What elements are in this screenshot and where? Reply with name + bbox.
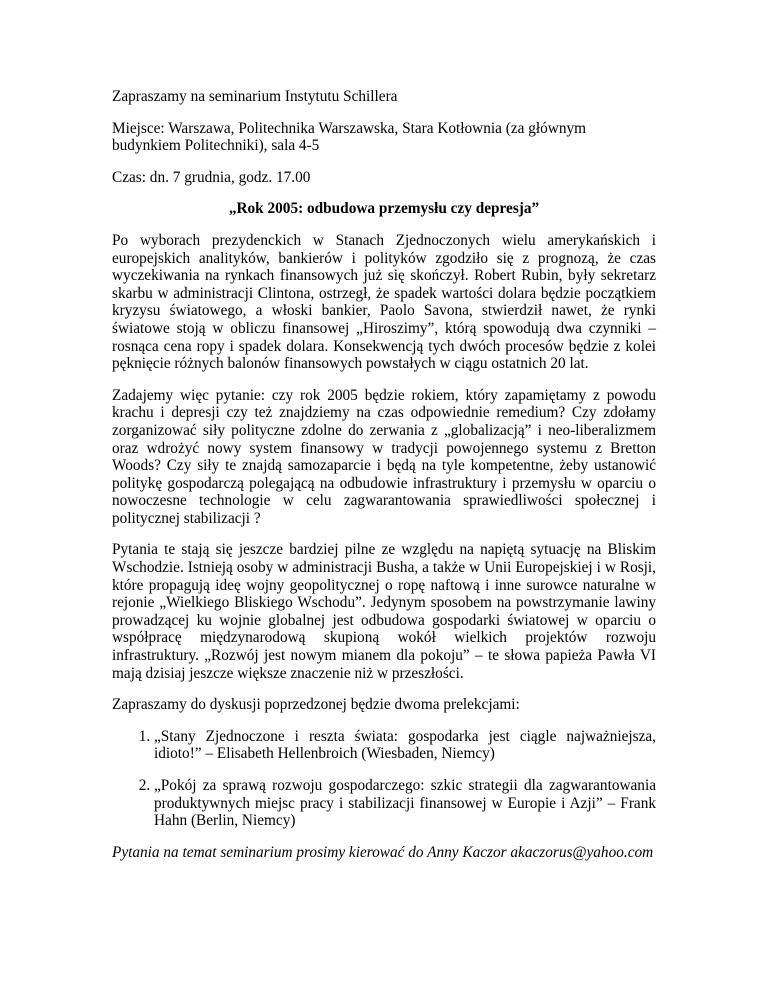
discussion-intro: Zapraszamy do dyskusji poprzedzonej będzie dwoma prelekcjami: <box>112 696 520 714</box>
body-paragraph-2: Zadajemy więc pytanie: czy rok 2005 będzie rokiem, który zapamiętamy z powodu krachu i depresji czy też znajdziemy na czas odpowiednie remedium? Czy zdołamy zorganizować siły polityczne zdolne do zerwania z „globalizacją” i neo-liberalizmem oraz wdrożyć nowy system finansowy w tradycji powojennego systemu z Bretton Woods? Czy siły te znajdą samozaparcie i będą na tyle kompetentne, żeby ustanowić politykę gospodarczą polegającą na odbudowie infrastruktury i przemysłu w oparciu o nowoczesne technologie w celu zagwarantowania sprawiedliwości społecznej i politycznej stabilizacji ? <box>112 386 656 527</box>
place-line: Miejsce: Warszawa, Politechnika Warszawska, Stara Kotłownia (za głównym budynkiem Politechniki), sala 4-5 <box>112 119 587 155</box>
body-paragraph-1: Po wyborach prezydenckich w Stanach Zjednoczonych wielu amerykańskich i europejskich analityków, bankierów i polityków zgodziło się z prognozą, że czas wyczekiwania na rynkach finansowych już się skończył. Robert Rubin, były sekretarz skarbu w administracji Clintona, ostrzegł, że spadek wartości dolara będzie początkiem kryzysu światowego, a włoski bankier, Paolo Savona, stwierdził nawet, że rynki światowe stoją w obliczu finansowej „Hiroszimy”, którą spowodują dwa czynniki – rosnąca cena ropy i spadek dolara. Konsekwencją tych dwóch procesów będzie z kolei pęknięcie różnych balonów finansowych powstałych w ciągu ostatnich 20 lat. <box>112 231 656 373</box>
lecture-item-1: 1. „Stany Zjednoczone i reszta świata: gospodarka jest ciągle najważniejsza, idioto!” – Elisabeth Hellenbroich (Wiesbaden, Niemcy) <box>154 728 656 763</box>
closing-note: Pytania na temat seminarium prosimy kierować do Anny Kaczor akaczorus@yahoo.com <box>112 843 654 861</box>
lecture-list <box>112 728 656 830</box>
body-paragraph-3: Pytania te stają się jeszcze bardziej pilne ze względu na napiętą sytuację na Bliskim Wschodzie. Istnieją osoby w administracji Busha, a także w Unii Europejskiej i w Rosji, które propagują ideę wojny geopolitycznej o ropę naftową i inne surowce naturalne w rejonie „Wielkiego Bliskiego Wschodu”. Jedynym sposobem na powstrzymanie lawiny prowadzącej ku wojnie globalnej jest odbudowa gospodarki światowej w oparciu o współpracę międzynarodową skupioną wokół wielkich projektów rozwoju infrastruktury. „Rozwój jest nowym mianem dla pokoju” – te słowa papieża Pawła VI mają dzisiaj jeszcze większe znaczenie niż w przeszłości. <box>112 541 656 682</box>
time-line: Czas: dn. 7 grudnia, godz. 17.00 <box>112 168 311 186</box>
document-page <box>112 88 656 875</box>
lecture-item-2: 2. „Pokój za sprawą rozwoju gospodarczego: szkic strategii dla zagwarantowania produktywnych miejsc pracy i stabilizacji finansowej w Europie i Azji” – Frank Hahn (Berlin, Niemcy) <box>154 777 656 830</box>
invitation-line: Zapraszamy na seminarium Instytutu Schillera <box>112 88 398 105</box>
seminar-title: „Rok 2005: odbudowa przemysłu czy depresja” <box>228 200 540 218</box>
